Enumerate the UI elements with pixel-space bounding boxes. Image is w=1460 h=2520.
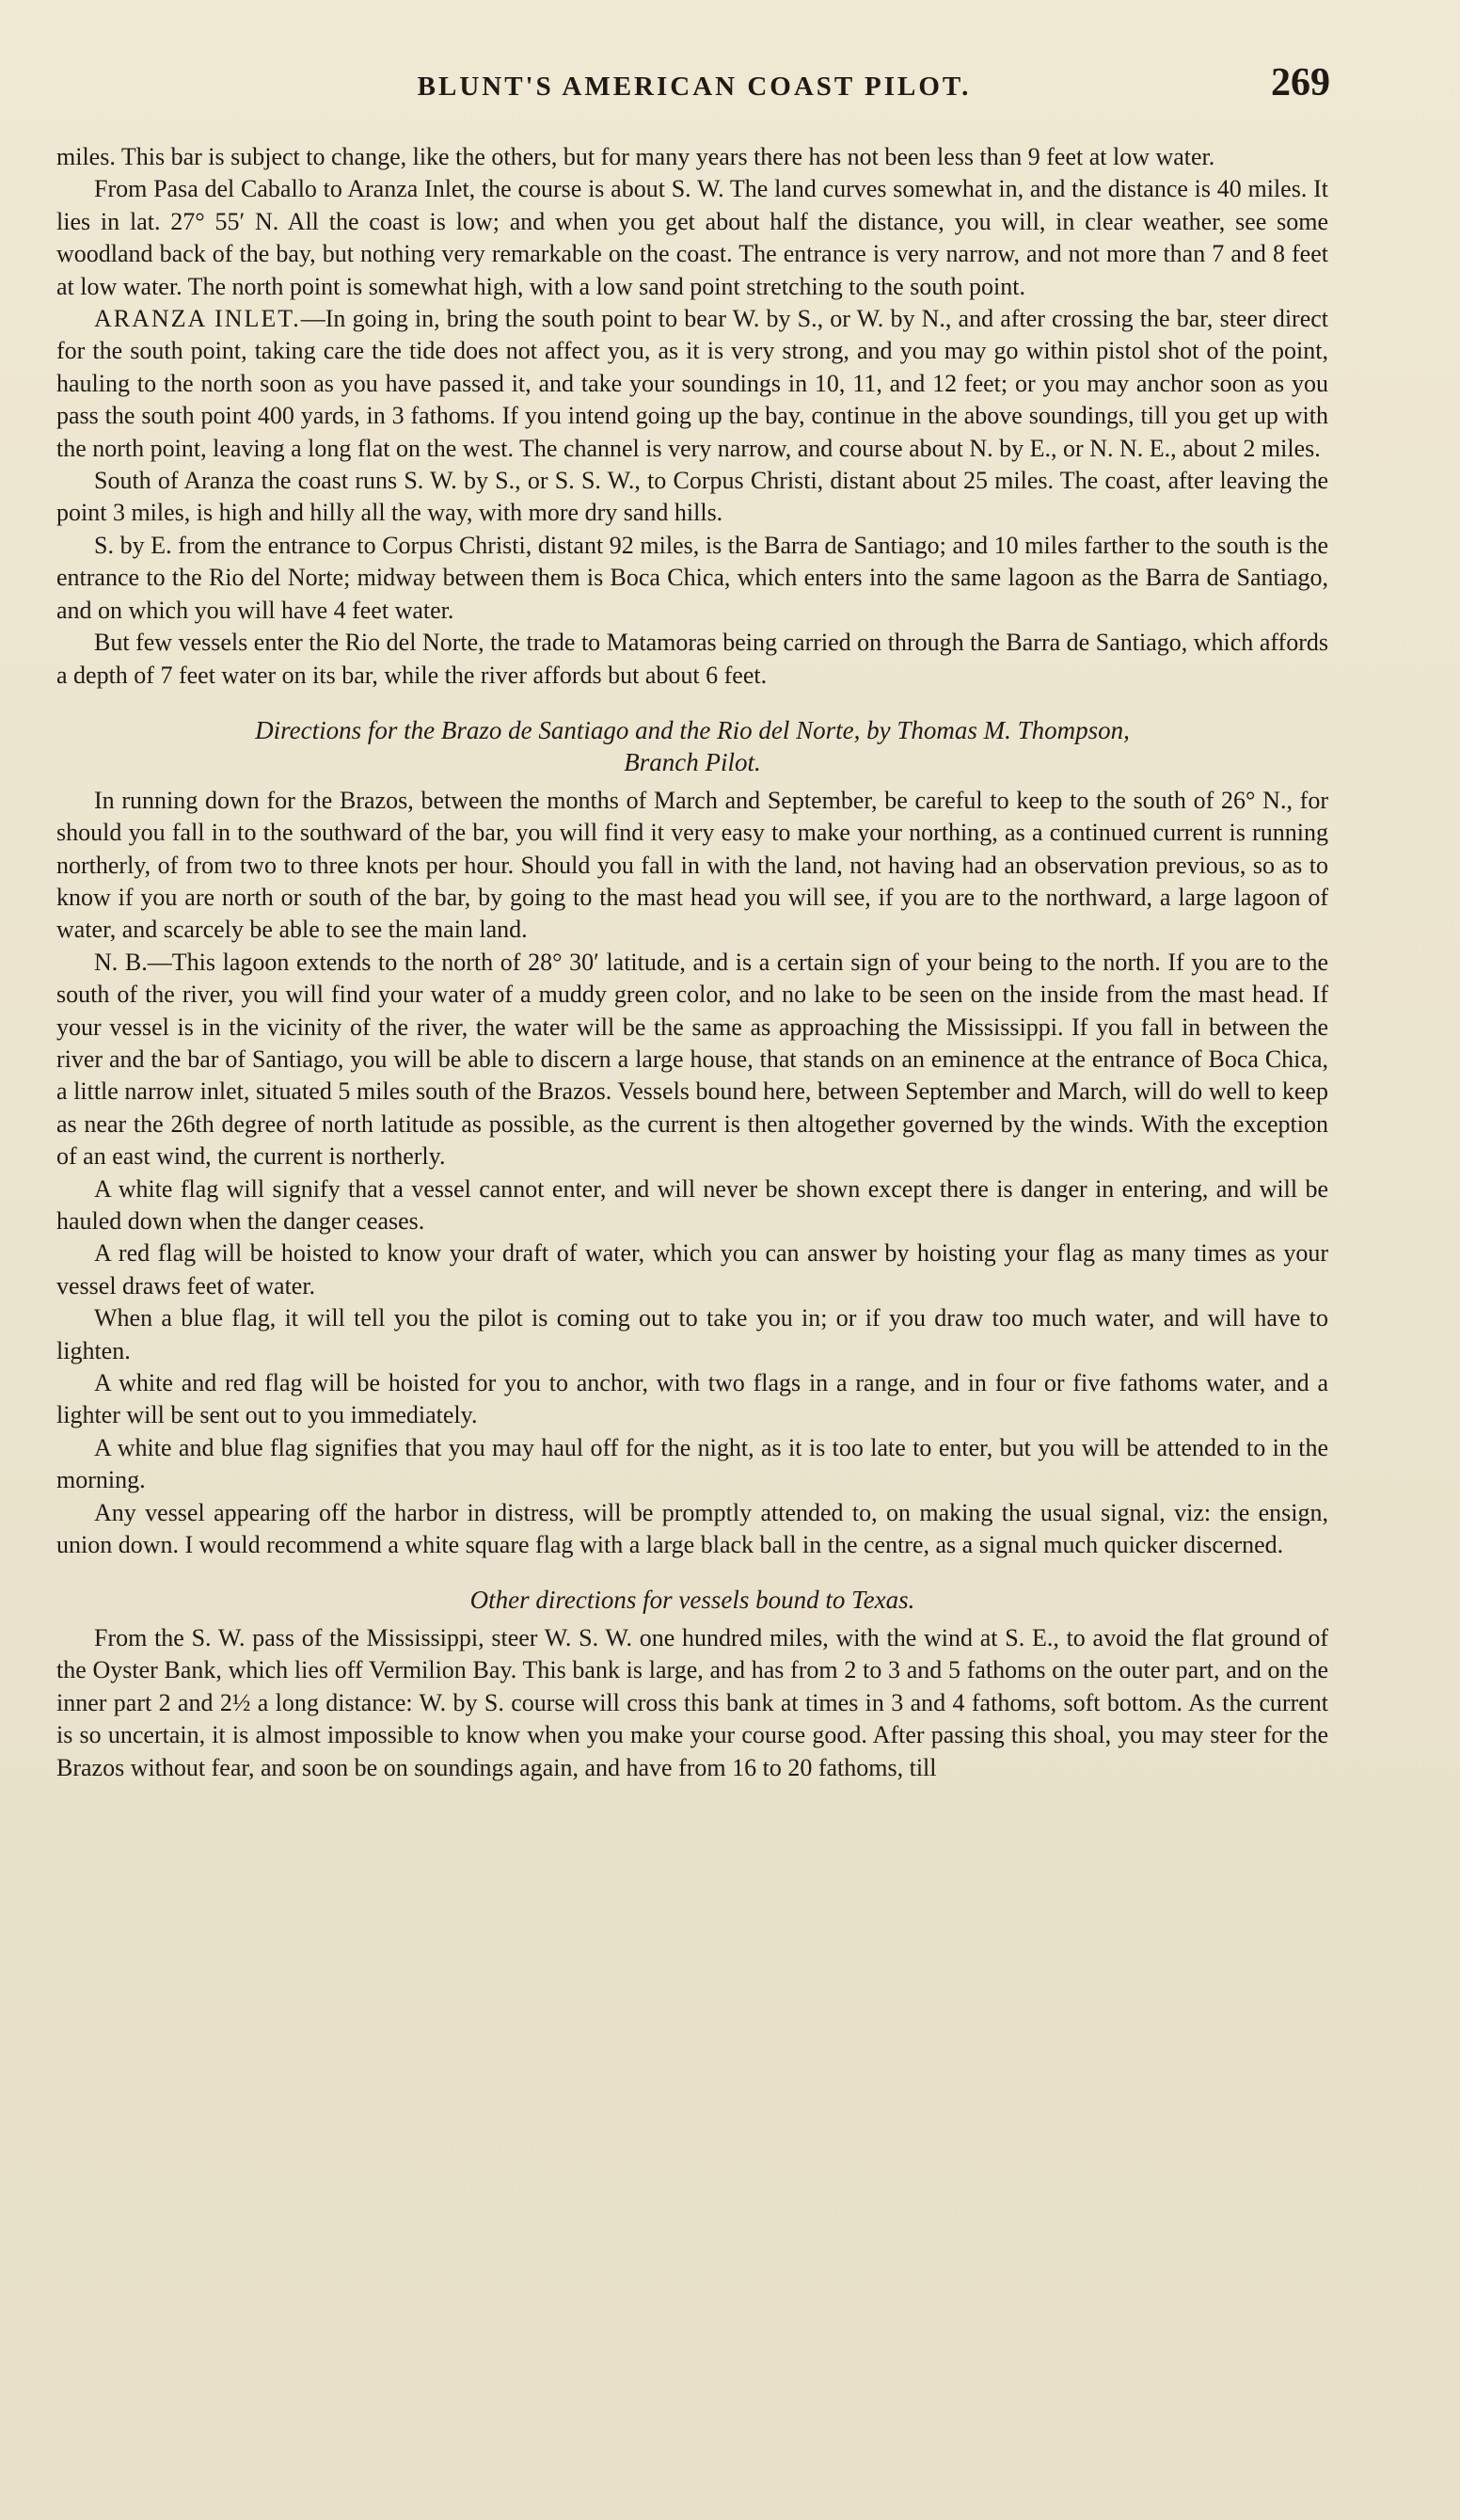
body-text (56, 141, 1328, 1784)
section-heading-title: Directions for the Brazo de Santiago and the Rio del Norte, by Thomas M. Thompson, (255, 715, 1130, 744)
paragraph-aranza-inlet (56, 303, 1328, 465)
paragraph-barra-de-santiago: S. by E. from the entrance to Corpus Christi, distant 92 miles, is the Barra de Santiago; and 10 miles farther to the south is the entrance to the Rio del Norte; midway between them is Boca Chica, which enters into the same lagoon as the Barra de Santiago, and on which you will have 4 feet water. (56, 531, 1328, 624)
paragraph-sw-pass-mississippi: From the S. W. pass of the Mississippi, steer W. S. W. one hundred miles, with the wind at S. E., to avoid the flat ground of the Oyster Bank, which lies off Vermilion Bay. This bank is large, and has from 2 to 3 and 5 fathoms on the outer part, and on the inner part 2 and 2½ a long distance: W. by S. course will cross this bank at times in 3 and 4 fathoms, soft bottom. As the current is so uncertain, it is almost impossible to know when you make your course good. After passing this shoal, you may steer for the Brazos without fear, and soon be on soundings again, and have from 16 to 20 fathoms, till (56, 1623, 1328, 1781)
page-number: 269 (1271, 61, 1330, 104)
paragraph-vessel-in-distress: Any vessel appearing off the harbor in distress, will be promptly attended to, on making the usual signal, viz: the ensign, union down. I would recommend a white square flag with a large black ball in the centre, as a signal much quicker discerned. (56, 1498, 1328, 1559)
section-heading-subtitle: Branch Pilot. (624, 748, 761, 777)
paragraph-pasa-del-caballo: From Pasa del Caballo to Aranza Inlet, the course is about S. W. The land curves somewhat in, and the distance is 40 miles. It lies in lat. 27° 55′ N. All the coast is low; and when you get about half the distance, you will, in clear weather, see some woodland back of the bay, but nothing very remarkable on the coast. The entrance is very narrow, and not more than 7 and 8 feet at low water. The north point is somewhat high, with a low sand point stretching to the south point. (56, 175, 1328, 300)
paragraph-rio-del-norte: But few vessels enter the Rio del Norte, the trade to Matamoras being carried on through the Barra de Santiago, which affords a depth of 7 feet water on its bar, while the river affords but about 6 feet. (56, 629, 1328, 689)
paragraph-south-of-aranza: South of Aranza the coast runs S. W. by S., or S. S. W., to Corpus Christi, distant about 25 miles. The coast, after leaving the point 3 miles, is high and hilly all the way, with more dry sand hills. (56, 467, 1328, 527)
paragraph-red-flag: A red flag will be hoisted to know your draft of water, which you can answer by hoisting your flag as many times as your vessel draws feet of water. (56, 1239, 1328, 1300)
paragraph-running-down-brazos: In running down for the Brazos, between the months of March and September, be careful to keep to the south of 26° N., for should you fall in to the southward of the bar, you will find it very easy to make your northing, as a continued current is running northerly, of from two to three knots per hour. Should you fall in with the land, not having had an observation previous, so as to know if you are north or south of the bar, by going to the mast head you will see, if you are to the northward, a large lagoon of water, and scarcely be able to see the main land. (56, 786, 1328, 944)
running-head: BLUNT'S AMERICAN COAST PILOT. (417, 72, 972, 102)
paragraph-continuation: miles. This bar is subject to change, like the others, but for many years there has not been less than 9 feet at low water. (56, 143, 1215, 170)
paragraph-blue-flag: When a blue flag, it will tell you the pilot is coming out to take you in; or if you draw too much water, and will have to lighten. (56, 1304, 1328, 1364)
aranza-inlet-text: —In going in, bring the south point to bear W. by S., or W. by N., and after crossing the bar, steer direct for the south point, taking care the tide does not affect you, as it is very strong, and you may go within pistol shot of the point, hauling to the north soon as you have passed it, and take your soundings in 10, 11, and 12 feet; or you may anchor soon as you pass the south point 400 yards, in 3 fathoms. If you intend going up the bay, continue in the above soundings, till you get up with the north point, leaving a long flat on the west. The channel is very narrow, and course about N. by E., or N. N. E., about 2 miles. (56, 305, 1328, 462)
aranza-inlet-lead: ARANZA INLET. (94, 305, 301, 333)
page-header (58, 60, 1330, 117)
paragraph-nota-bene-lagoon: N. B.—This lagoon extends to the north of 28° 30′ latitude, and is a certain sign of your being to the north. If you are to the south of the river, you will find your water of a muddy green color, and no lake to be seen on the inside from the mast head. If your vessel is in the vicinity of the river, the water will be the same as approaching the Mississippi. If you fall in between the river and the bar of Santiago, you will be able to discern a large house, that stands on an eminence at the entrance of Boca Chica, a little narrow inlet, situated 5 miles south of the Brazos. Vessels bound here, between September and March, will do well to keep as near the 26th degree of north latitude as possible, as the current is then altogether governed by the winds. With the exception of an east wind, the current is northerly. (56, 948, 1328, 1171)
paragraph-white-flag: A white flag will signify that a vessel cannot enter, and will never be shown except there is danger in entering, and will be hauled down when the danger ceases. (56, 1174, 1328, 1235)
section-heading-brazo-de-santiago (56, 714, 1328, 779)
paragraph-white-and-red-flag: A white and red flag will be hoisted for you to anchor, with two flags in a range, and in four or five fathoms water, and a lighter will be sent out to you immediately. (56, 1369, 1328, 1429)
paragraph-white-and-blue-flag: A white and blue flag signifies that you may haul off for the night, as it is too late to enter, but you will be attended to in the morning. (56, 1433, 1328, 1494)
section-heading-texas: Other directions for vessels bound to Texas. (469, 1586, 915, 1615)
